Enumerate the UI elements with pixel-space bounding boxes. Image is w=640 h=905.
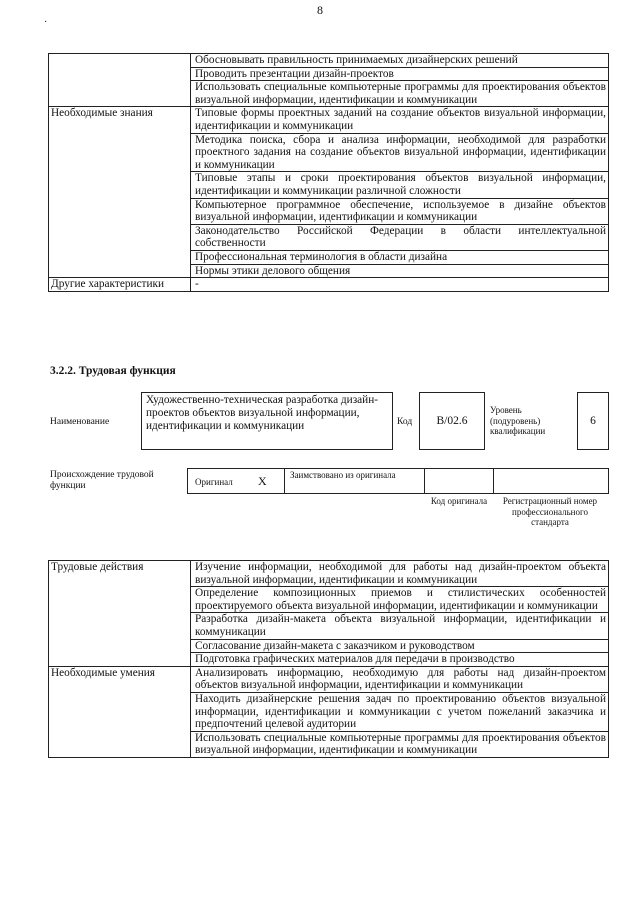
bottom-requirements-table bbox=[48, 560, 609, 758]
other-characteristics-value: - bbox=[191, 278, 609, 292]
code-caption: Код оригинала bbox=[430, 496, 488, 506]
page-number: 8 bbox=[317, 3, 323, 17]
list-item: Проводить презентации дизайн-проектов bbox=[191, 67, 609, 81]
list-item: Использовать специальные компьютерные программы для проектирования объектов визуальной информации, идентификации и коммуникации bbox=[191, 731, 609, 757]
original-mark: X bbox=[258, 474, 267, 488]
list-item: Анализировать информацию, необходимую для работы над дизайн-проектом объектов визуальной информации, идентификации и коммуникации bbox=[191, 666, 609, 692]
top-requirements-table bbox=[48, 53, 609, 292]
origin-table bbox=[187, 468, 609, 494]
skills-continued-label-cell bbox=[49, 54, 191, 107]
list-item: Методика поиска, сбора и анализа информации, необходимой для разработки проектного задания на создание объектов визуальной информации, идентификации и коммуникации bbox=[191, 133, 609, 172]
list-item: Определение композиционных приемов и стилистических особенностей проектируемого объекта визуальной информации, идентификации и коммуникации bbox=[191, 587, 609, 613]
section-heading: 3.2.2. Трудовая функция bbox=[50, 365, 176, 377]
code-label: Код bbox=[397, 417, 413, 427]
list-item: Обосновывать правильность принимаемых дизайнерских решений bbox=[191, 54, 609, 68]
list-item: Законодательство Российской Федерации в области интеллектуальной собственности bbox=[191, 224, 609, 250]
list-item: Компьютерное программное обеспечение, используемое в дизайне объектов визуальной информации, идентификации и коммуникации bbox=[191, 198, 609, 224]
actions-label: Трудовые действия bbox=[49, 561, 191, 667]
registration-caption: Регистрационный номер профессионального стандарта bbox=[502, 496, 598, 527]
list-item: Изучение информации, необходимой для работы над дизайн-проектом объекта визуальной информации, идентификации и коммуникации bbox=[191, 561, 609, 587]
margin-mark: · bbox=[44, 17, 48, 28]
list-item: Разработка дизайн-макета объекта визуальной информации, идентификации и коммуникации bbox=[191, 613, 609, 639]
list-item: Типовые формы проектных заданий на создание объектов визуальной информации, идентификации и коммуникации bbox=[191, 107, 609, 133]
divider bbox=[284, 469, 285, 493]
original-label: Оригинал bbox=[195, 477, 233, 487]
level-label: Уровень (подуровень) квалификации bbox=[490, 405, 546, 436]
function-name: Художественно-техническая разработка дизайн-проектов объектов визуальной информации, идентификации и коммуникации bbox=[146, 394, 379, 432]
name-label: Наименование bbox=[50, 417, 110, 427]
list-item: Согласование дизайн-макета с заказчиком и руководством bbox=[191, 639, 609, 653]
table-row bbox=[49, 54, 609, 68]
list-item: Нормы этики делового общения bbox=[191, 264, 609, 278]
table-row bbox=[49, 107, 609, 133]
knowledge-label: Необходимые знания bbox=[49, 107, 191, 278]
skills-label: Необходимые умения bbox=[49, 666, 191, 757]
divider bbox=[493, 469, 494, 493]
list-item: Профессиональная терминология в области дизайна bbox=[191, 250, 609, 264]
table-row bbox=[49, 278, 609, 292]
list-item: Находить дизайнерские решения задач по проектированию объектов визуальной информации, идентификации и коммуникации с учетом пожеланий заказчика и предпочтений целевой аудитории bbox=[191, 692, 609, 731]
list-item: Типовые этапы и сроки проектирования объектов визуальной информации, идентификации и коммуникации различной сложности bbox=[191, 172, 609, 198]
code-value: В/02.6 bbox=[436, 415, 468, 427]
list-item: Использовать специальные компьютерные программы для проектирования объектов визуальной информации, идентификации и коммуникации bbox=[191, 81, 609, 107]
code-value-box bbox=[419, 392, 485, 450]
origin-label: Происхождение трудовой функции bbox=[50, 470, 154, 491]
table-row bbox=[49, 561, 609, 587]
borrowed-label: Заимствовано из оригинала bbox=[290, 470, 396, 480]
divider bbox=[424, 469, 425, 493]
level-value-box bbox=[577, 392, 609, 450]
table-row bbox=[49, 666, 609, 692]
name-value-box bbox=[141, 392, 393, 450]
list-item: Подготовка графических материалов для передачи в производство bbox=[191, 653, 609, 667]
level-value: 6 bbox=[590, 415, 596, 427]
other-characteristics-label: Другие характеристики bbox=[49, 278, 191, 292]
